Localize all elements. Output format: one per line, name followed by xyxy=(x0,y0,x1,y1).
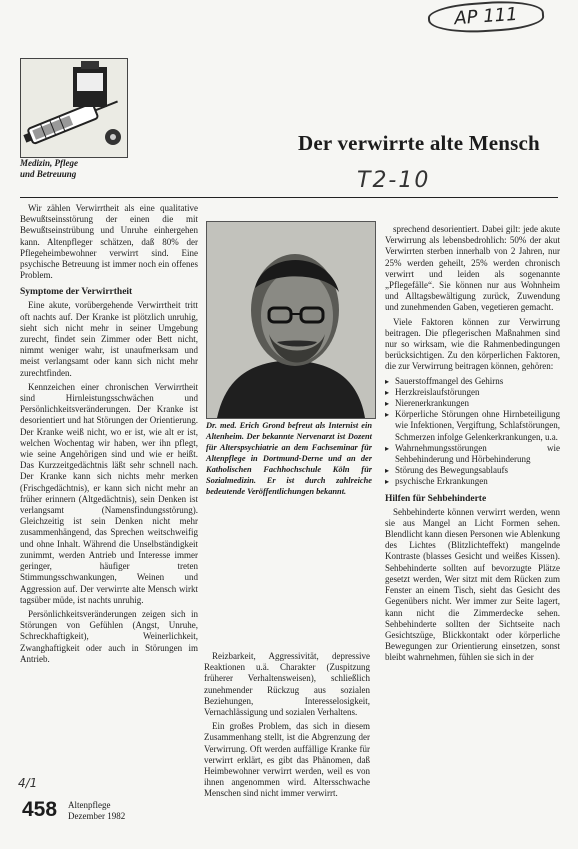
syringe-medicine-icon xyxy=(21,59,127,157)
body-paragraph: Sehbehinderte können verwirrt werden, wenn sie aus Mangel an Licht Formen sehen. Blendlicht kann diesen Personen wie Ablenkung des Lichtes (Blitzlichteffekt) mangelnde Kontraste (blasses Gesicht und weißes Kissen). Sehbehinderte sollten auf bevorzugte Plätze gesetzt werden, Wer sitzt mit dem Rücken zum Fenster an einem Tisch, sieht das Gesicht des Gegenübers nicht. Wer immer zur Seite lagert, kann nicht die Zimmerdecke sehen. Sehbehinderte sollten der Sichtseite nach Gesichtszüge, Blickkontakt oder körperliche Bewegungen zur Orientierung einsetzen, sonst bleibt wahrnehmen, fühlen sie sich in der xyxy=(385,506,560,663)
article-title: Der verwirrte alte Mensch xyxy=(298,131,540,155)
title-divider xyxy=(20,197,558,198)
archive-stamp xyxy=(427,0,545,36)
body-paragraph: Kennzeichen einer chronischen Verwirrtheit sind Hirnleistungsschwächen und Persönlichkeitsveränderungen. Der Kranke ist desorientiert und hat Störungen der Orientierung. Der Kranke weiß nicht, wo er ist, wie alt er ist, welchen Wochentag wir haben, wer ihn pflegt, wie seine Angehörigen sind und wie er heißt. Das Kurzzeitgedächtnis läßt sehr schnell nach. Der Kranke kann sich nichts mehr merken (Frischgedächtnis), er kann sich nicht mehr an früher erinnern (Altgedächtnis), sein Denken ist verlangsamt (Namensfindungsstörung). Gleichzeitig ist sein Denken nicht mehr zusammenhängend, das Sprechen weitschweifig und ohne Inhalt. Während die Unselbständigkeit zunimmt, werden Antrieb und Interesse immer geringer, häufiger treten Stimmungsschwankungen, Weinen und Aggression auf. Der verwirrte alte Mensch wirkt tagsüber müde, ist nachts unruhig. xyxy=(20,381,198,605)
journal-issue: Altenpflege Dezember 1982 xyxy=(68,800,126,821)
text-column-3 xyxy=(385,224,560,844)
body-paragraph: sprechend desorientiert. Dabei gilt: jede akute Verwirrung als lebensbedrohlich: 50% der akut Verwirrten sterben innerhalb von 2 Jahren, nur 25% werden geheilt, 25% werden chronisch verwirrt und leiden als sogenannte „Pflegefälle“. Sie können nur aus Wohnheim und Alltagsbewältigung zurück, Zuwendung und zunehmenden Gaben, vegetieren gemacht. xyxy=(385,224,560,313)
body-paragraph: Eine akute, vorübergehende Verwirrtheit tritt oft nachts auf. Der Kranke ist plötzlich unruhig, sieht sich nicht mehr in seiner Umgebung zurecht, findet sein Zimmer oder Bett nicht, nimmt weniger wahr, ist unaufmerksam und meist verlangsamt oder kann sich nicht mehr zurechtfinden. xyxy=(20,300,198,378)
list-item: ▸ Störung des Bewegungsablaufs xyxy=(395,465,560,476)
section-illustration xyxy=(20,58,128,158)
text-column-1 xyxy=(20,203,198,743)
subheading-symptoms: Symptome der Verwirrtheit xyxy=(20,287,133,298)
list-item: ▸ Wahrnehmungsstörungen wie Sehbehinderung und Hörbehinderung xyxy=(395,443,560,465)
page-number: 458 xyxy=(22,798,58,821)
body-paragraph: Viele Faktoren können zur Verwirrung beitragen. Die pflegerischen Maßnahmen sind nur so wirksam, wie die Rahmenbedingungen berücksichtigen. Zu den körperlichen Faktoren, die zur Verwirrung beitragen können, gehören: xyxy=(385,316,560,372)
factor-list xyxy=(385,376,560,488)
list-item: ▸ Sauerstoffmangel des Gehirns xyxy=(395,376,560,387)
portrait-image xyxy=(207,222,375,418)
subheading-visually-impaired: Hilfen für Sehbehinderte xyxy=(385,493,487,504)
author-photo xyxy=(206,221,376,419)
handwritten-note: T2-10 xyxy=(357,168,431,193)
intro-paragraph: Wir zählen Verwirrtheit als eine qualitative Bewußtseinsstörung der einen die mit Bewußtseinstrübung und Unruhe einhergehen kann. Altenpfleger schätzen, daß 80% der Pflegeheimbewohner verwirrt sind. Eine psychische Betreuung ist immer noch ein offenes Problem. xyxy=(20,203,198,281)
list-item: ▸ Herzkreislaufstörungen xyxy=(395,387,560,398)
body-paragraph: Reizbarkeit, Aggressivität, depressive Reaktionen u.ä. Charakter (Zuspitzung früherer Verhaltensweisen), schließlich zunehmender Rückzug aus sozialen Beziehungen, Interesselosigkeit, Vernachlässigung und sozialen Verhaltens. xyxy=(204,651,370,718)
body-paragraph: Ein großes Problem, das sich in diesem Zusammenhang stellt, ist die Abgrenzung der Verwirrung. Oft werden auffällige Kranke für verwirrt erklärt, es gibt das Phänomen, daß Heimbewohner verwirrt werden, weil es von ihnen angenommen wird. Altersschwache Menschen sind nicht immer verwirrt. xyxy=(204,721,370,799)
text-column-2 xyxy=(204,651,370,841)
list-item: ▸ Nierenerkrankungen xyxy=(395,398,560,409)
list-item: ▸ Körperliche Störungen ohne Hirnbeteiligung wie Infektionen, Vergiftung, Schlafstörungen, Schmerzen infolge Gelenkerkrankungen, u.a. xyxy=(395,409,560,443)
section-label: Medizin, Pflege und Betreuung xyxy=(20,158,78,179)
photo-caption: Dr. med. Erich Grond befreut als Internist ein Altenheim. Der bekannte Nervenarzt ist Dozent für Alterspsychiatrie an dem Fachseminar für Altenpflege in Dortmund-Derne und an der Katholischen Fachhochschule Köln für Sozialmedizin. Er ist durch zahlreiche bedeutende Veröffentlichungen bekannt. xyxy=(206,421,372,496)
stamp-text: AP 111 xyxy=(453,3,519,30)
body-paragraph: Persönlichkeitsveränderungen zeigen sich in Störungen von Gefühlen (Angst, Unruhe, Schreckhaftigkeit), Weinerlichkeit, Zwanghaftigkeit oder auch in Störungen im Antrieb. xyxy=(20,608,198,664)
handwritten-margin-note: 4/1 xyxy=(18,776,38,790)
list-item: ▸ psychische Erkrankungen xyxy=(395,476,560,487)
